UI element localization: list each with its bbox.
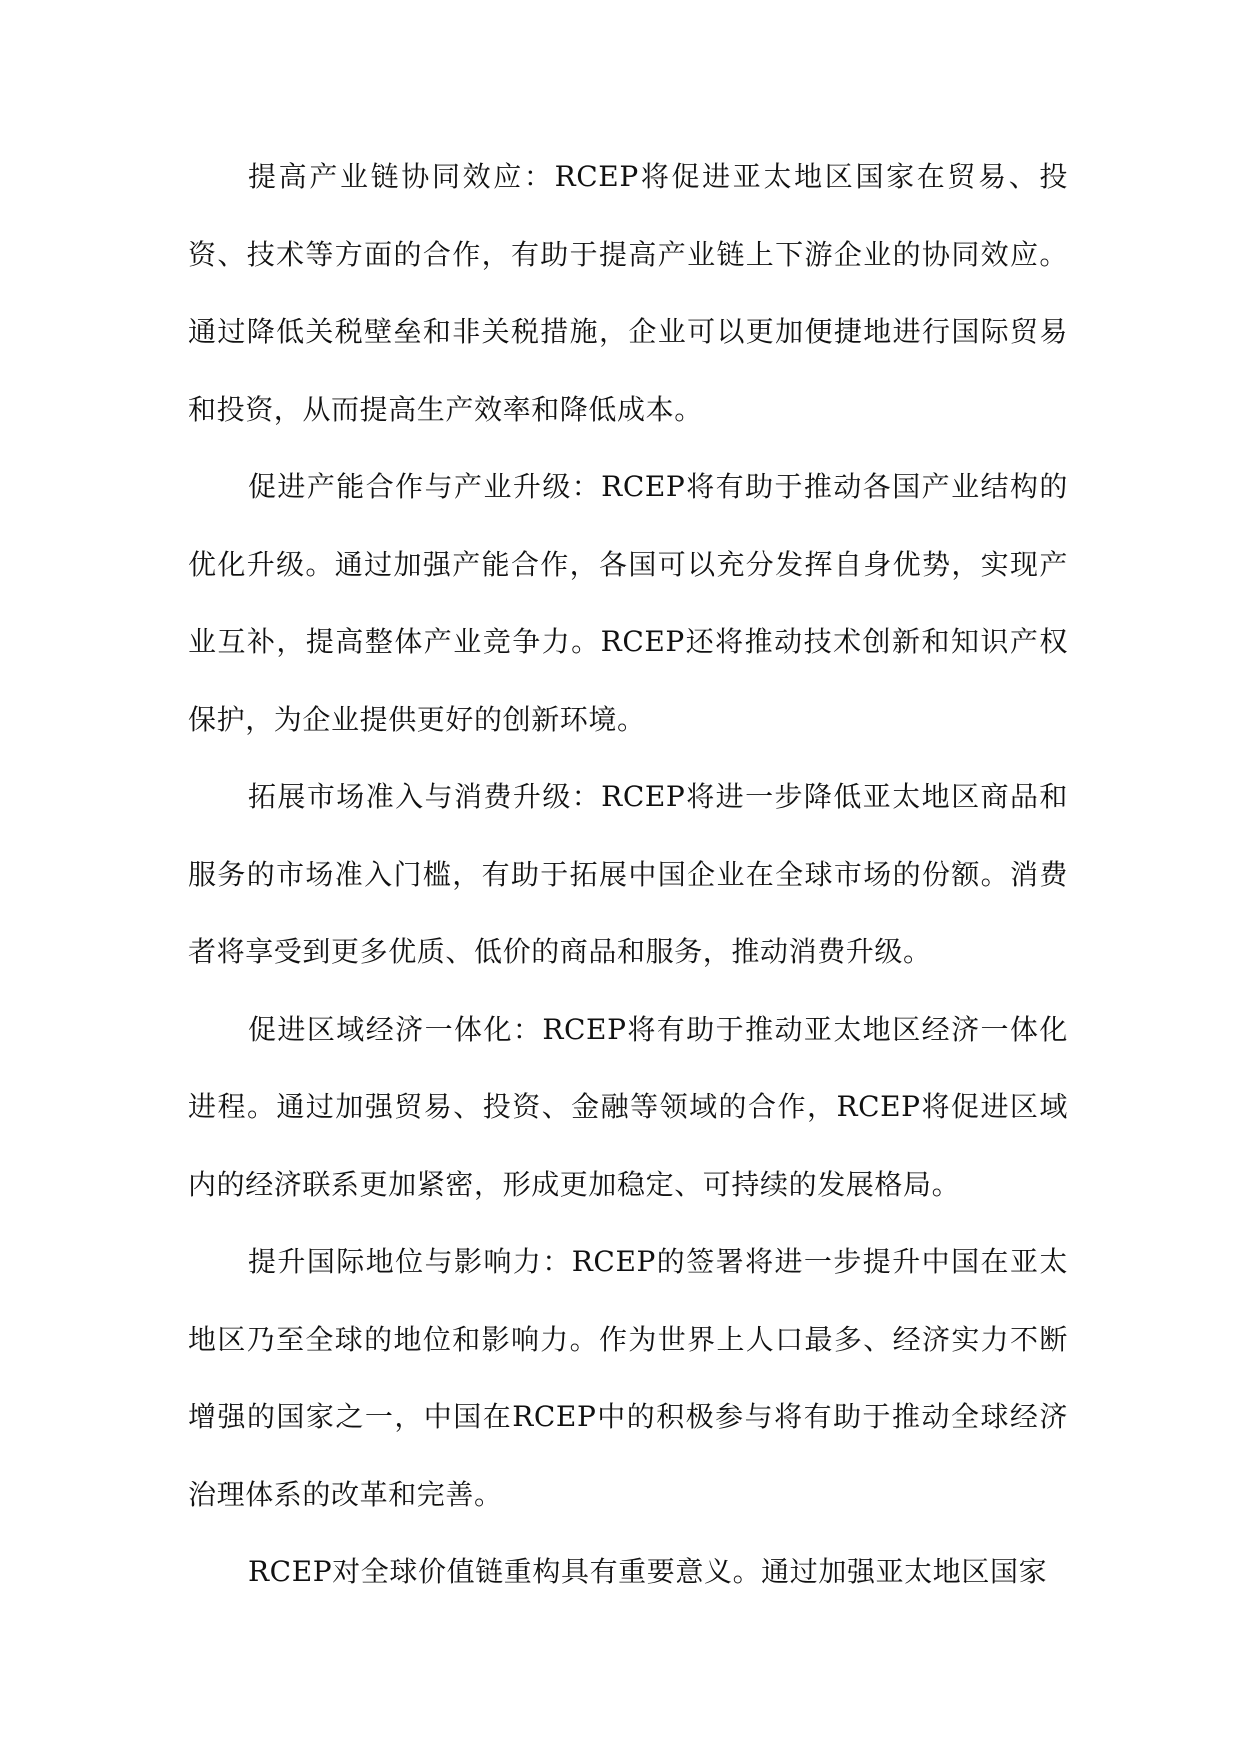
paragraph-industry-chain-synergy: 提高产业链协同效应：RCEP将促进亚太地区国家在贸易、投资、技术等方面的合作，有助于提高产业链上下游企业的协同效应。通过降低关税壁垒和非关税措施，企业可以更加便捷地进行国际贸易和投资，从而提高生产效率和降低成本。 [188,160,1068,426]
paragraph-capacity-cooperation: 促进产能合作与产业升级：RCEP将有助于推动各国产业结构的优化升级。通过加强产能合作，各国可以充分发挥自身优势，实现产业互补，提高整体产业竞争力。RCEP还将推动技术创新和知识产权保护，为企业提供更好的创新环境。 [188,470,1068,736]
paragraph-international-influence: 提升国际地位与影响力：RCEP的签署将进一步提升中国在亚太地区乃至全球的地位和影响力。作为世界上人口最多、经济实力不断增强的国家之一，中国在RCEP中的积极参与将有助于推动全球经济治理体系的改革和完善。 [188,1245,1068,1511]
paragraph-global-value-chain: RCEP对全球价值链重构具有重要意义。通过加强亚太地区国家 [248,1555,1048,1588]
document-page [188,138,1068,1611]
paragraph-regional-integration: 促进区域经济一体化：RCEP将有助于推动亚太地区经济一体化进程。通过加强贸易、投资、金融等领域的合作，RCEP将促进区域内的经济联系更加紧密，形成更加稳定、可持续的发展格局。 [188,1012,1068,1201]
paragraph-market-access: 拓展市场准入与消费升级：RCEP将进一步降低亚太地区商品和服务的市场准入门槛，有助于拓展中国企业在全球市场的份额。消费者将享受到更多优质、低价的商品和服务，推动消费升级。 [188,780,1068,968]
